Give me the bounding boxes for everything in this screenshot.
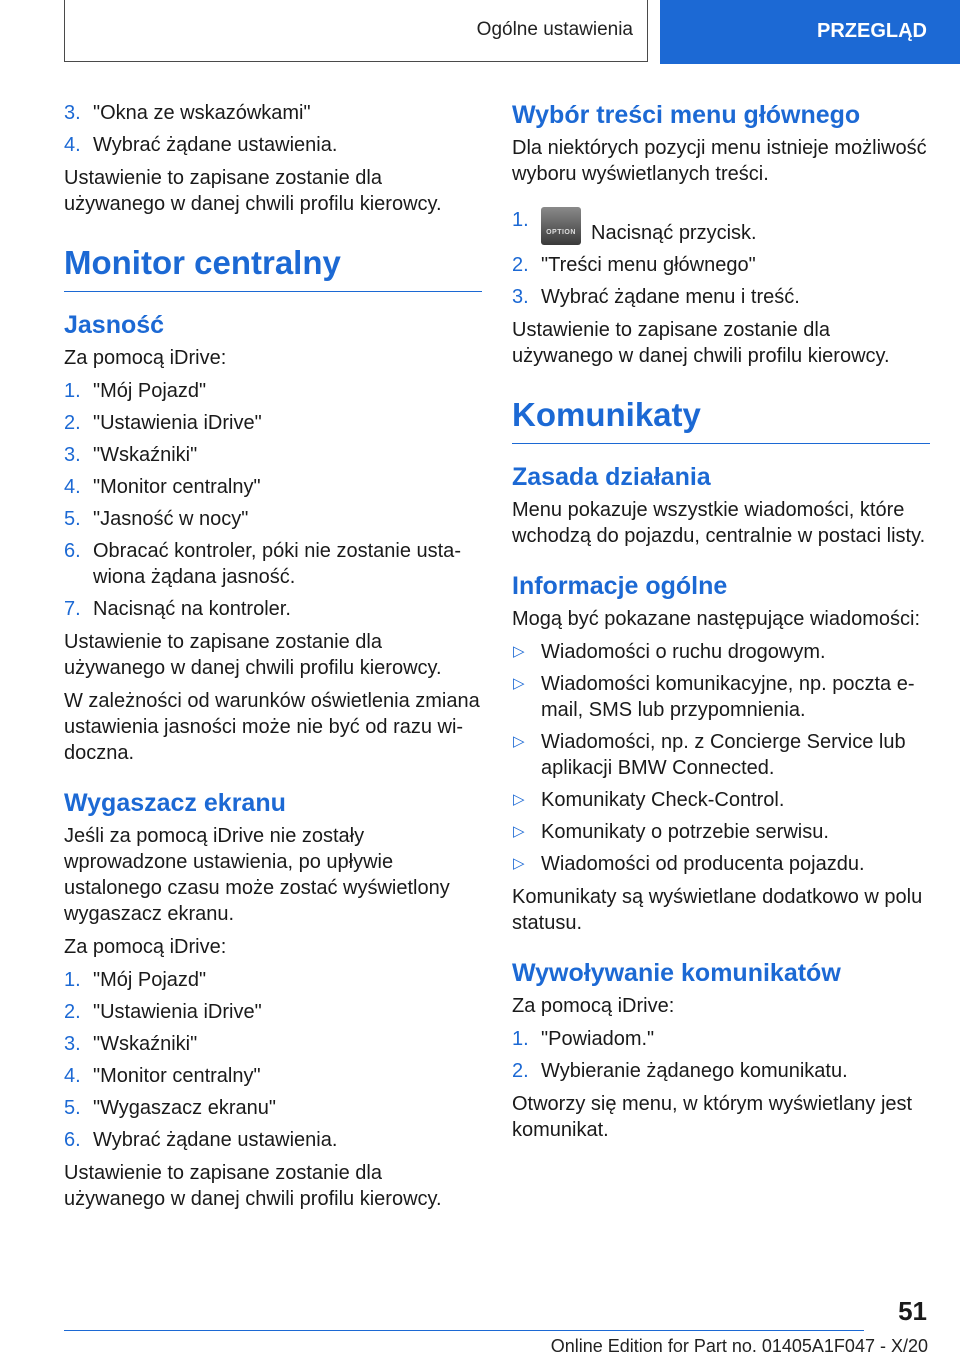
paragraph: Menu pokazuje wszystkie wiadomości, które wchodzą do pojazdu, centralnie w postaci listy.: [512, 499, 926, 547]
right-column: [512, 100, 930, 1150]
paragraph: Jeśli za pomocą iDrive nie zostały wprowadzone ustawienia, po upływie ustalonego czasu może zostać wyświetlony wygaszacz ekranu.: [64, 825, 450, 925]
footer-divider: [64, 1330, 864, 1331]
triangle-bullet-icon: ▷: [513, 675, 525, 692]
paragraph: Za pomocą iDrive:: [512, 995, 675, 1017]
list-item: 1. "Powiadom.": [512, 1028, 655, 1050]
option-button-icon: OPTION: [541, 207, 581, 245]
list-item: 3. Wybrać żądane menu i treść.: [512, 286, 800, 308]
paragraph: Komunikaty są wyświetlane dodatkowo w polu statusu.: [512, 886, 923, 934]
list-item: 1. OPTION Nacisnąć przycisk.: [512, 209, 757, 244]
edition-text: Online Edition for Part no. 01405A1F047 - X/20: [550, 1336, 928, 1356]
list-item: 2. "Treści menu głównego": [512, 254, 756, 276]
calling-steps: [512, 1026, 930, 1084]
triangle-bullet-icon: ▷: [513, 855, 525, 872]
list-item: 7. Nacisnąć na kontroler.: [64, 598, 291, 620]
chapter-tab[interactable]: PRZEGLĄD: [660, 0, 960, 64]
heading-screensaver: Wygaszacz ekranu: [64, 789, 286, 817]
list-item: 3. "Wskaźniki": [64, 1033, 198, 1055]
heading-messages: Komunikaty: [512, 395, 930, 444]
list-item: ▷ Komunikaty Check-Control.: [513, 789, 785, 811]
heading-principle: Zasada działania: [512, 463, 711, 491]
paragraph: Za pomocą iDrive:: [64, 936, 227, 958]
brightness-steps: [64, 378, 482, 622]
list-item: 3. "Okna ze wskazówkami": [64, 102, 311, 124]
list-item: 4. "Monitor centralny": [64, 476, 261, 498]
list-item: 1. "Mój Pojazd": [64, 969, 207, 991]
paragraph: Ustawienie to zapisane zostanie dla używanego w danej chwili profilu kierowcy.: [64, 631, 442, 679]
heading-monitor: Monitor centralny: [64, 243, 482, 292]
list-item: 2. "Ustawienia iDrive": [64, 412, 262, 434]
list-item: ▷ Komunikaty o potrzebie serwisu.: [513, 821, 829, 843]
heading-menu-content: Wybór treści menu głównego: [512, 101, 861, 129]
heading-general-info: Informacje ogólne: [512, 572, 728, 600]
paragraph: Ustawienie to zapisane zostanie dla używanego w danej chwili profilu kierowcy.: [64, 167, 442, 215]
menu-steps: [512, 207, 930, 310]
list-item: 4. Wybrać żądane ustawienia.: [64, 134, 338, 156]
list-item: ▷ Wiadomości komunikacyjne, np. poczta e-mail, SMS lub przypomnienia.: [513, 673, 915, 721]
list-item: ▷ Wiadomości od producenta pojazdu.: [513, 853, 865, 875]
triangle-bullet-icon: ▷: [513, 643, 525, 660]
page-number: 51: [898, 1296, 927, 1326]
section-tab[interactable]: Ogólne ustawienia: [64, 0, 648, 62]
list-item: 2. Wybieranie żądanego komunikatu.: [512, 1060, 848, 1082]
message-types-list: [512, 639, 930, 877]
list-item: 2. "Ustawienia iDrive": [64, 1001, 262, 1023]
list-item: 4. "Monitor centralny": [64, 1065, 261, 1087]
list-item: 5. "Wygaszacz ekranu": [64, 1097, 276, 1119]
triangle-bullet-icon: ▷: [513, 791, 525, 808]
page-header: [0, 0, 960, 66]
triangle-bullet-icon: ▷: [513, 823, 525, 840]
paragraph: W zależności od warunków oświetlenia zmiana ustawienia jasności może nie być od razu widoczna.: [64, 690, 480, 764]
heading-brightness: Jasność: [64, 311, 165, 339]
steps-list: [64, 100, 482, 158]
paragraph: Dla niektórych pozycji menu istnieje możliwość wyboru wyświetlanych treści.: [512, 137, 927, 185]
list-item: 5. "Jasność w nocy": [64, 508, 249, 530]
paragraph: Ustawienie to zapisane zostanie dla używanego w danej chwili profilu kierowcy.: [64, 1162, 442, 1210]
list-item: 1. "Mój Pojazd": [64, 380, 207, 402]
paragraph: Za pomocą iDrive:: [64, 347, 227, 369]
left-column: [64, 100, 482, 1219]
list-item: 6. Wybrać żądane ustawienia.: [64, 1129, 338, 1151]
paragraph: Mogą być pokazane następujące wiadomości:: [512, 608, 921, 630]
paragraph: Otworzy się menu, w którym wyświetlany jest komunikat.: [512, 1093, 913, 1141]
list-item: ▷ Wiadomości o ruchu drogowym.: [513, 641, 826, 663]
screensaver-steps: [64, 967, 482, 1153]
triangle-bullet-icon: ▷: [513, 733, 525, 750]
list-item: 6. Obracać kontroler, póki nie zostanie ustawiona żądana jasność.: [64, 540, 461, 588]
paragraph: Ustawienie to zapisane zostanie dla używanego w danej chwili profilu kierowcy.: [512, 319, 890, 367]
list-item: ▷ Wiadomości, np. z Concierge Service lub aplikacji BMW Connected.: [513, 731, 906, 779]
list-item: 3. "Wskaźniki": [64, 444, 198, 466]
heading-calling-messages: Wywoływanie komunikatów: [512, 959, 841, 987]
